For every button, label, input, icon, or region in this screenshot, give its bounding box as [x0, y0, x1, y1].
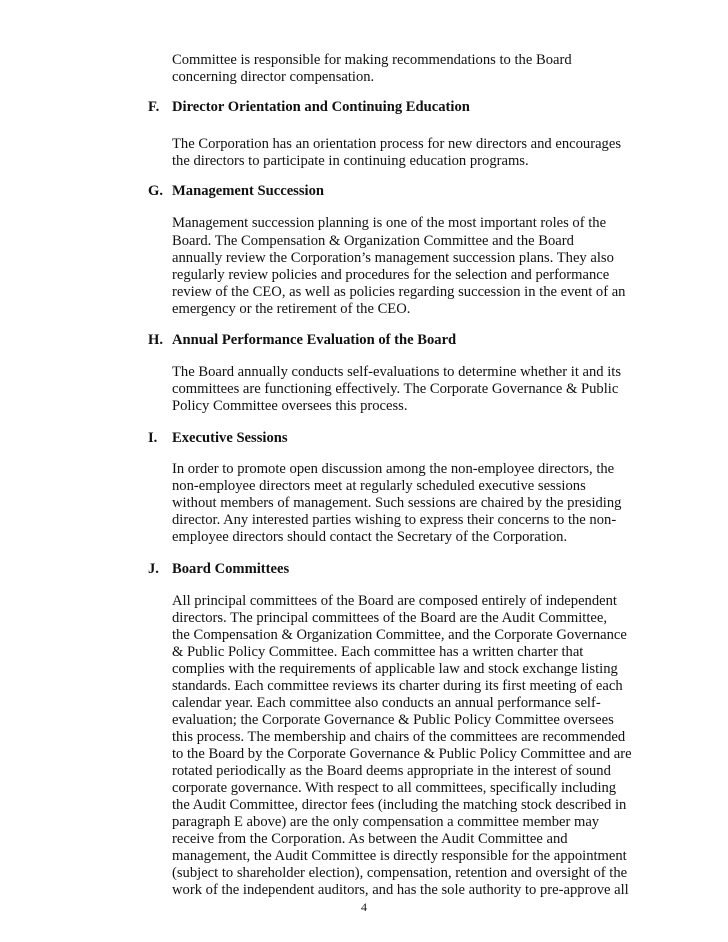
section-j-line: receive from the Corporation. As between the Audit Committee and: [172, 831, 568, 847]
page-number: 4: [361, 900, 367, 914]
section-i-line: employee directors should contact the Secretary of the Corporation.: [172, 529, 568, 545]
section-j-line: (subject to shareholder election), compensation, retention and oversight of the: [172, 865, 628, 881]
section-j-line: this process. The membership and chairs of the committees are recommended: [172, 729, 626, 745]
section-i-line: without members of management. Such sessions are chaired by the presiding: [172, 495, 622, 511]
section-j-line: complies with the requirements of applicable law and stock exchange listing: [172, 661, 618, 677]
section-j-line: paragraph E above) are the only compensation a committee member may: [172, 814, 600, 830]
section-i-line: director. Any interested parties wishing to express their concerns to the non-: [172, 512, 617, 528]
section-title: Board Committees: [172, 561, 290, 577]
section-i-line: In order to promote open discussion among the non-employee directors, the: [172, 461, 615, 477]
section-j-line: evaluation; the Corporate Governance & Public Policy Committee oversees: [172, 712, 614, 728]
section-letter: H.: [148, 332, 163, 348]
section-g-line: annually review the Corporation’s management succession plans. They also: [172, 250, 614, 266]
section-j-line: standards. Each committee reviews its charter during its first meeting of each: [172, 678, 623, 694]
section-j-line: rotated periodically as the Board deems appropriate in the interest of sound: [172, 763, 611, 779]
section-g-line: regularly review policies and procedures for the selection and performance: [172, 267, 610, 283]
section-j-line: the Compensation & Organization Committee, and the Corporate Governance: [172, 627, 627, 643]
section-g-line: review of the CEO, as well as policies regarding succession in the event of an: [172, 284, 626, 300]
section-title: Executive Sessions: [172, 430, 288, 446]
section-h-line: The Board annually conducts self-evaluations to determine whether it and its: [172, 364, 622, 380]
section-j-line: the Audit Committee, director fees (including the matching stock described in: [172, 797, 627, 813]
section-letter: F.: [148, 99, 160, 115]
section-h-line: committees are functioning effectively. The Corporate Governance & Public: [172, 381, 619, 397]
section-title: Annual Performance Evaluation of the Board: [172, 332, 457, 348]
section-f-line: The Corporation has an orientation process for new directors and encourages: [172, 136, 622, 152]
section-j-line: work of the independent auditors, and has the sole authority to pre-approve all: [172, 882, 629, 898]
section-j-line: directors. The principal committees of the Board are the Audit Committee,: [172, 610, 607, 626]
intro-line: Committee is responsible for making recommendations to the Board: [172, 52, 572, 68]
section-j-line: corporate governance. With respect to all committees, specifically including: [172, 780, 617, 796]
section-letter: I.: [148, 430, 158, 446]
section-g-line: Management succession planning is one of the most important roles of the: [172, 215, 607, 231]
section-j-line: calendar year. Each committee also conducts an annual performance self-: [172, 695, 601, 711]
section-g-line: emergency or the retirement of the CEO.: [172, 301, 411, 317]
section-j-line: management, the Audit Committee is directly responsible for the appointment: [172, 848, 627, 864]
section-letter: J.: [148, 561, 159, 577]
section-title: Management Succession: [172, 183, 325, 199]
section-h-line: Policy Committee oversees this process.: [172, 398, 408, 414]
section-j-line: & Public Policy Committee. Each committee has a written charter that: [172, 644, 584, 660]
section-j-line: All principal committees of the Board are composed entirely of independent: [172, 593, 617, 609]
section-letter: G.: [148, 183, 163, 199]
section-g-line: Board. The Compensation & Organization Committee and the Board: [172, 233, 574, 249]
section-j-line: to the Board by the Corporate Governance & Public Policy Committee and are: [172, 746, 632, 762]
section-i-line: non-employee directors meet at regularly scheduled executive sessions: [172, 478, 586, 494]
intro-line: concerning director compensation.: [172, 69, 375, 85]
section-title: Director Orientation and Continuing Education: [172, 99, 470, 115]
section-f-line: the directors to participate in continuing education programs.: [172, 153, 529, 169]
